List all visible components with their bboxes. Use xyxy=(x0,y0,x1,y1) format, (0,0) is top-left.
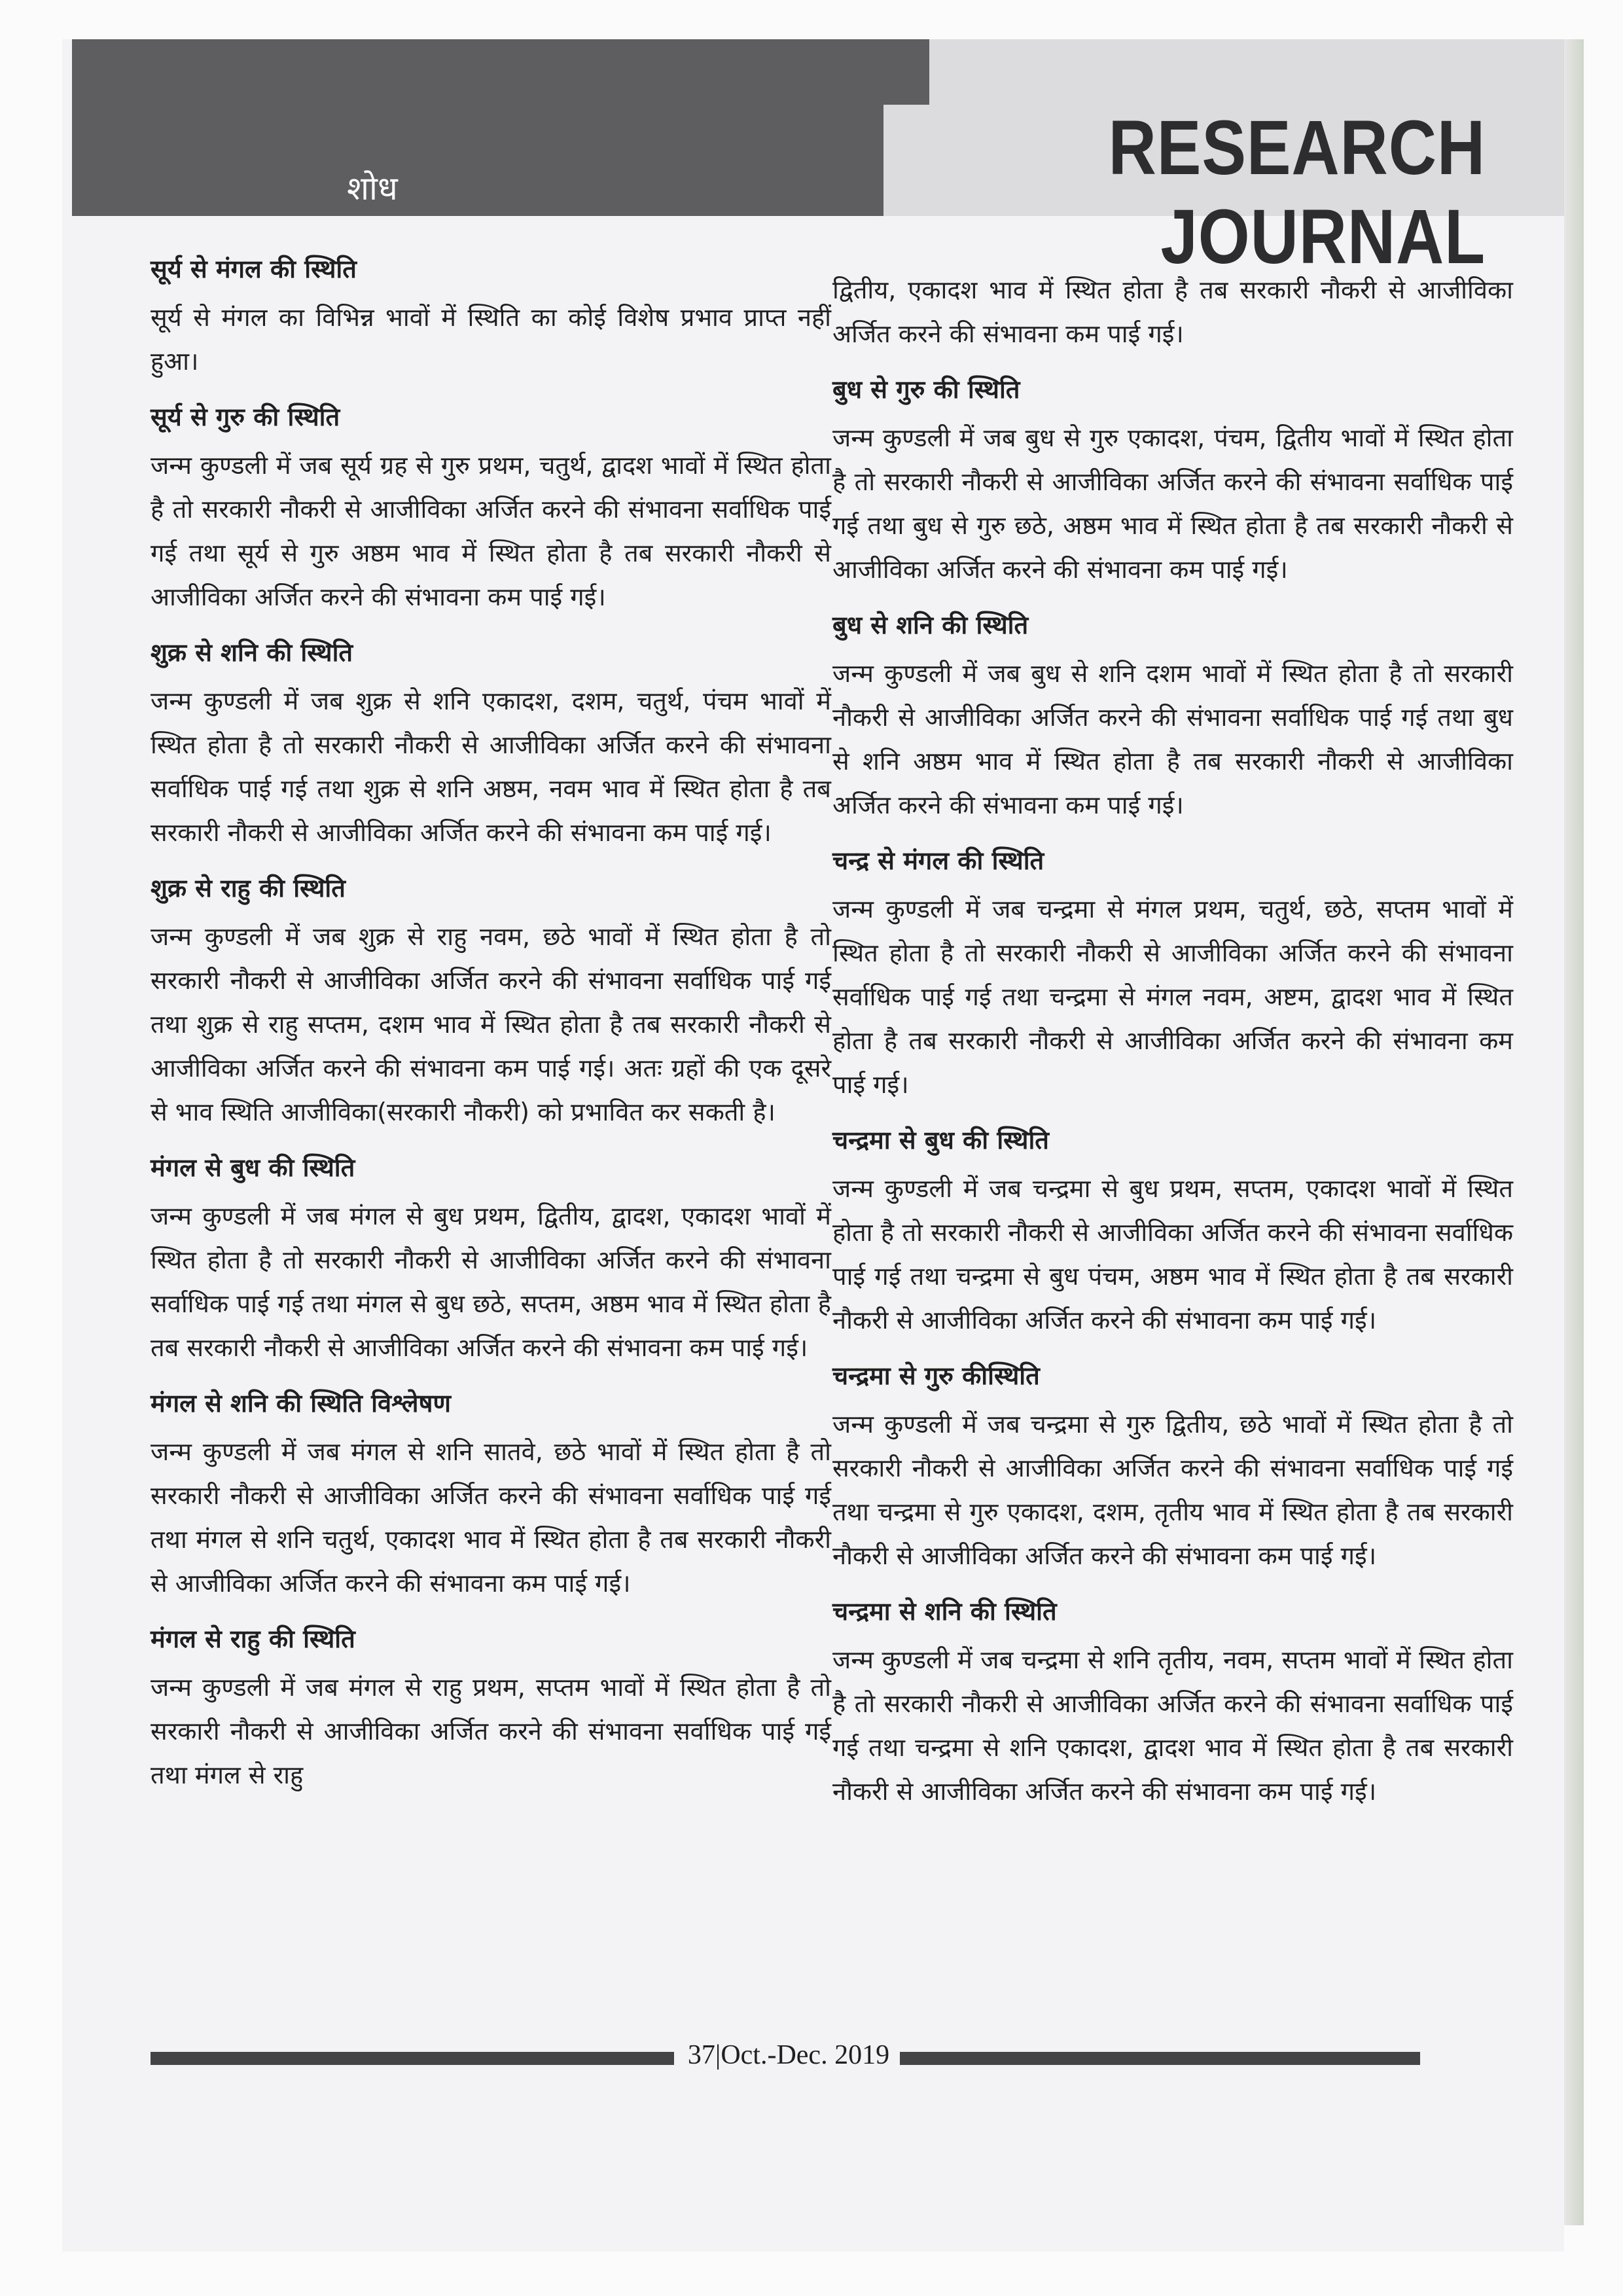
section-paragraph: जन्म कुण्डली में जब बुध से शनि दशम भावों में स्थित होता है तो सरकारी नौकरी से आजीविका अर्जित करने की संभावना सर्वाधिक पाई गई तथा बुध से शनि अष्ठम भाव में स्थित होता है तब सरकारी नौकरी से आजीविका अर्जित करने की संभावना कम पाई गई। xyxy=(832,659,1513,819)
article-section xyxy=(832,840,1513,1107)
section-paragraph: जन्म कुण्डली में जब मंगल से राहु प्रथम, सप्तम भावों में स्थित होता है तो सरकारी नौकरी से आजीविका अर्जित करने की संभावना सर्वाधिक पाई गई तथा मंगल से राहु xyxy=(151,1673,831,1789)
article-section-continued xyxy=(832,268,1513,356)
section-heading: शुक्र से राहु की स्थिति xyxy=(151,874,346,903)
issue-date: Oct.-Dec. 2019 xyxy=(721,2040,890,2070)
left-column xyxy=(151,249,831,1810)
section-paragraph: जन्म कुण्डली में जब चन्द्रमा से मंगल प्रथम, चतुर्थ, छठे, सप्तम भावों में स्थित होता है तो सरकारी नौकरी से आजीविका अर्जित करने की संभावना सर्वाधिक पाई गई तथा चन्द्रमा से मंगल नवम, अष्टम, द्वादश भाव में स्थित होता है तब सरकारी नौकरी से आजीविका अर्जित करने की संभावना कम पाई गई। xyxy=(832,895,1513,1099)
page-edge xyxy=(1564,39,1584,2225)
page-footer xyxy=(681,2039,897,2071)
section-heading: सूर्य से मंगल की स्थिति xyxy=(151,255,357,283)
section-heading: चन्द्र से मंगल की स्थिति xyxy=(832,846,1044,875)
article-section xyxy=(832,1120,1513,1342)
article-section xyxy=(151,632,831,855)
section-paragraph: जन्म कुण्डली में जब बुध से गुरु एकादश, पंचम, द्वितीय भावों में स्थित होता है तो सरकारी नौकरी से आजीविका अर्जित करने की संभावना सर्वाधिक पाई गई तथा बुध से गुरु छठे, अष्ठम भाव में स्थित होता है तब सरकारी नौकरी से आजीविका अर्जित करने की संभावना कम पाई गई। xyxy=(832,423,1513,584)
header-tab-notch xyxy=(877,39,929,105)
article-section xyxy=(151,1383,831,1605)
right-column xyxy=(832,268,1513,1827)
section-heading: चन्द्रमा से गुरु कीस्थिति xyxy=(832,1361,1040,1390)
journal-title: RESEARCH JOURNAL xyxy=(1108,105,1486,280)
section-paragraph: जन्म कुण्डली में जब चन्द्रमा से शनि तृतीय, नवम, सप्तम भावों में स्थित होता है तो सरकारी नौकरी से आजीविका अर्जित करने की संभावना सर्वाधिक पाई गई तथा चन्द्रमा से शनि एकादश, द्वादश भाव में स्थित होता है तब सरकारी नौकरी से आजीविका अर्जित करने की संभावना कम पाई गई। xyxy=(832,1645,1513,1806)
section-heading: मंगल से राहु की स्थिति xyxy=(151,1624,355,1653)
section-paragraph: जन्म कुण्डली में जब सूर्य ग्रह से गुरु प्रथम, चतुर्थ, द्वादश भावों में स्थित होता है तो सरकारी नौकरी से आजीविका अर्जित करने की संभावना सर्वाधिक पाई गई तथा सूर्य से गुरु अष्ठम भाव में स्थित होता है तब सरकारी नौकरी से आजीविका अर्जित करने की संभावना कम पाई गई। xyxy=(151,451,831,611)
article-section xyxy=(151,249,831,384)
article-section xyxy=(832,369,1513,592)
section-paragraph: जन्म कुण्डली में जब शुक्र से शनि एकादश, दशम, चतुर्थ, पंचम भावों में स्थित होता है तो सरकारी नौकरी से आजीविका अर्जित करने की संभावना सर्वाधिक पाई गई तथा शुक्र से शनि अष्ठम, नवम भाव में स्थित होता है तब सरकारी नौकरी से आजीविका अर्जित करने की संभावना कम पाई गई। xyxy=(151,687,831,847)
article-section xyxy=(832,1355,1513,1578)
section-heading: शुक्र से शनि की स्थिति xyxy=(151,638,353,667)
article-section xyxy=(832,1591,1513,1814)
section-heading: मंगल से शनि की स्थिति विश्लेषण xyxy=(151,1389,451,1418)
section-heading: चन्द्रमा से बुध की स्थिति xyxy=(832,1126,1049,1155)
article-section xyxy=(151,868,831,1134)
section-heading: बुध से शनि की स्थिति xyxy=(832,611,1029,639)
section-paragraph: जन्म कुण्डली में जब मंगल से बुध प्रथम, द्वितीय, द्वादश, एकादश भावों में स्थित होता है तो सरकारी नौकरी से आजीविका अर्जित करने की संभावना सर्वाधिक पाई गई तथा मंगल से बुध छठे, सप्तम, अष्ठम भाव में स्थित होता है तब सरकारी नौकरी से आजीविका अर्जित करने की संभावना कम पाई गई। xyxy=(151,1202,831,1362)
article-section xyxy=(151,1619,831,1797)
section-heading: सूर्य से गुरु की स्थिति xyxy=(151,403,340,431)
section-heading: चन्द्रमा से शनि की स्थिति xyxy=(832,1597,1057,1626)
header-tab xyxy=(72,39,883,216)
section-label: शोध xyxy=(347,170,398,207)
section-paragraph: जन्म कुण्डली में जब मंगल से शनि सातवे, छठे भावों में स्थित होता है तो सरकारी नौकरी से आजीविका अर्जित करने की संभावना सर्वाधिक पाई गई तथा मंगल से शनि चतुर्थ, एकादश भाव में स्थित होता है तब सरकारी नौकरी से आजीविका अर्जित करने की संभावना कम पाई गई। xyxy=(151,1437,831,1598)
section-paragraph: जन्म कुण्डली में जब शुक्र से राहु नवम, छठे भावों में स्थित होता है तो सरकारी नौकरी से आजीविका अर्जित करने की संभावना सर्वाधिक पाई गई तथा शुक्र से राहु सप्तम, दशम भाव में स्थित होता है तब सरकारी नौकरी से आजीविका अर्जित करने की संभावना कम पाई गई। अतः ग्रहों की एक दूसरे से भाव स्थिति आजीविका(सरकारी नौकरी) को प्रभावित कर सकती है। xyxy=(151,922,831,1126)
page-number: 37 xyxy=(687,2040,715,2070)
article-section xyxy=(151,1147,831,1370)
section-paragraph: जन्म कुण्डली में जब चन्द्रमा से गुरु द्वितीय, छठे भावों में स्थित होता है तो सरकारी नौकरी से आजीविका अर्जित करने की संभावना सर्वाधिक पाई गई तथा चन्द्रमा से गुरु एकादश, दशम, तृतीय भाव में स्थित होता है तब सरकारी नौकरी से आजीविका अर्जित करने की संभावना कम पाई गई। xyxy=(832,1410,1513,1570)
footer-rule-right xyxy=(900,2052,1420,2065)
section-paragraph: द्वितीय, एकादश भाव में स्थित होता है तब सरकारी नौकरी से आजीविका अर्जित करने की संभावना कम पाई गई। xyxy=(832,276,1513,348)
footer-separator: | xyxy=(715,2040,721,2070)
article-section xyxy=(832,605,1513,827)
section-paragraph: जन्म कुण्डली में जब चन्द्रमा से बुध प्रथम, सप्तम, एकादश भावों में स्थित होता है तो सरकारी नौकरी से आजीविका अर्जित करने की संभावना सर्वाधिक पाई गई तथा चन्द्रमा से बुध पंचम, अष्ठम भाव में स्थित होता है तब सरकारी नौकरी से आजीविका अर्जित करने की संभावना कम पाई गई। xyxy=(832,1174,1513,1335)
footer-rule-left xyxy=(151,2052,674,2065)
article-section xyxy=(151,397,831,619)
section-heading: मंगल से बुध की स्थिति xyxy=(151,1153,355,1182)
section-paragraph: सूर्य से मंगल का विभिन्न भावों में स्थिति का कोई विशेष प्रभाव प्राप्त नहीं हुआ। xyxy=(151,303,831,376)
section-heading: बुध से गुरु की स्थिति xyxy=(832,375,1020,404)
